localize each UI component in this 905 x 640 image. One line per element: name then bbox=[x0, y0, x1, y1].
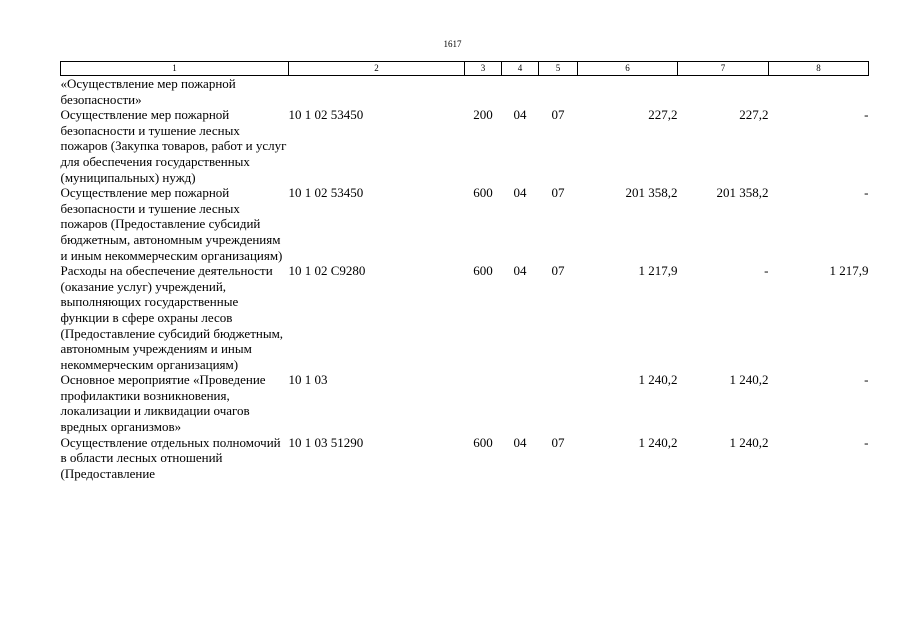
page-number: 1617 bbox=[443, 39, 462, 49]
budget-table bbox=[60, 61, 869, 481]
row-section bbox=[502, 372, 539, 434]
row-expense-type: 200 bbox=[473, 107, 493, 123]
row-name: Расходы на обеспечение деятельности (оказание услуг) учреждений, выполняющих государственные функции в сфере охраны лесов (Предоставление субсидий бюджетным, автономным учреждениям и иным некоммерческим организациям) bbox=[60, 263, 284, 372]
table-row bbox=[61, 107, 869, 185]
row-total: 1 217,9 bbox=[638, 263, 678, 279]
header-col-8: 8 bbox=[769, 62, 869, 76]
row-col8: 1 217,9 bbox=[829, 263, 869, 279]
row-col8: - bbox=[864, 107, 869, 123]
table-row bbox=[61, 435, 869, 482]
row-section: 04 bbox=[513, 263, 527, 279]
table-body bbox=[61, 76, 869, 482]
row-expense-type: 600 bbox=[473, 185, 493, 201]
table-row bbox=[61, 372, 869, 434]
row-expense-type: 600 bbox=[473, 434, 493, 450]
row-col8: - bbox=[864, 372, 869, 388]
row-subsection: 07 bbox=[551, 263, 565, 279]
row-expense-type bbox=[465, 372, 502, 434]
row-section: 04 bbox=[513, 434, 527, 450]
row-subsection bbox=[539, 372, 578, 434]
row-code: 10 1 02 С9280 bbox=[288, 263, 366, 279]
row-total: 1 240,2 bbox=[638, 372, 678, 388]
row-name: Осуществление мер пожарной безопасности и тушение лесных пожаров (Закупка товаров, работ и услуг для обеспечения государственных (муниципальных) нужд) bbox=[60, 107, 287, 185]
row-code: 10 1 03 51290 bbox=[288, 434, 364, 450]
table-header bbox=[61, 62, 869, 76]
row-expense-type: 600 bbox=[473, 263, 493, 279]
row-expense-type bbox=[465, 76, 502, 108]
row-code: 10 1 03 bbox=[288, 372, 328, 388]
row-col7 bbox=[678, 76, 769, 108]
row-total: 227,2 bbox=[648, 107, 678, 123]
row-code bbox=[289, 76, 465, 108]
row-subsection: 07 bbox=[551, 434, 565, 450]
header-col-4: 4 bbox=[502, 62, 539, 76]
row-col7: 1 240,2 bbox=[729, 372, 769, 388]
row-section: 04 bbox=[513, 107, 527, 123]
row-code: 10 1 02 53450 bbox=[288, 185, 364, 201]
row-subsection: 07 bbox=[551, 107, 565, 123]
header-col-1: 1 bbox=[61, 62, 289, 76]
row-name: Основное мероприятие «Проведение профилактики возникновения, локализации и ликвидации очагов вредных организмов» bbox=[60, 372, 266, 435]
row-col8: - bbox=[864, 185, 869, 201]
row-total bbox=[578, 76, 678, 108]
row-col8 bbox=[769, 76, 869, 108]
row-name: Осуществление мер пожарной безопасности и тушение лесных пожаров (Предоставление субсидий бюджетным, автономным учреждениям и иным некоммерческим организациям) bbox=[60, 185, 283, 263]
row-name: Осуществление отдельных полномочий в области лесных отношений (Предоставление bbox=[60, 434, 281, 481]
table-row bbox=[61, 76, 869, 108]
row-total: 1 240,2 bbox=[638, 434, 678, 450]
header-row bbox=[61, 62, 869, 76]
table-row bbox=[61, 185, 869, 263]
header-col-6: 6 bbox=[578, 62, 678, 76]
row-subsection bbox=[539, 76, 578, 108]
row-col7: 201 358,2 bbox=[716, 185, 769, 201]
row-col7: 227,2 bbox=[739, 107, 769, 123]
header-col-3: 3 bbox=[465, 62, 502, 76]
header-col-5: 5 bbox=[539, 62, 578, 76]
row-subsection: 07 bbox=[551, 185, 565, 201]
row-col7: 1 240,2 bbox=[729, 434, 769, 450]
row-total: 201 358,2 bbox=[625, 185, 678, 201]
row-col8: - bbox=[864, 434, 869, 450]
row-col7: - bbox=[764, 263, 769, 279]
table-row bbox=[61, 263, 869, 372]
row-code: 10 1 02 53450 bbox=[288, 107, 364, 123]
header-col-7: 7 bbox=[678, 62, 769, 76]
row-section: 04 bbox=[513, 185, 527, 201]
header-col-2: 2 bbox=[289, 62, 465, 76]
row-section bbox=[502, 76, 539, 108]
row-name: «Осуществление мер пожарной безопасности» bbox=[60, 76, 236, 107]
